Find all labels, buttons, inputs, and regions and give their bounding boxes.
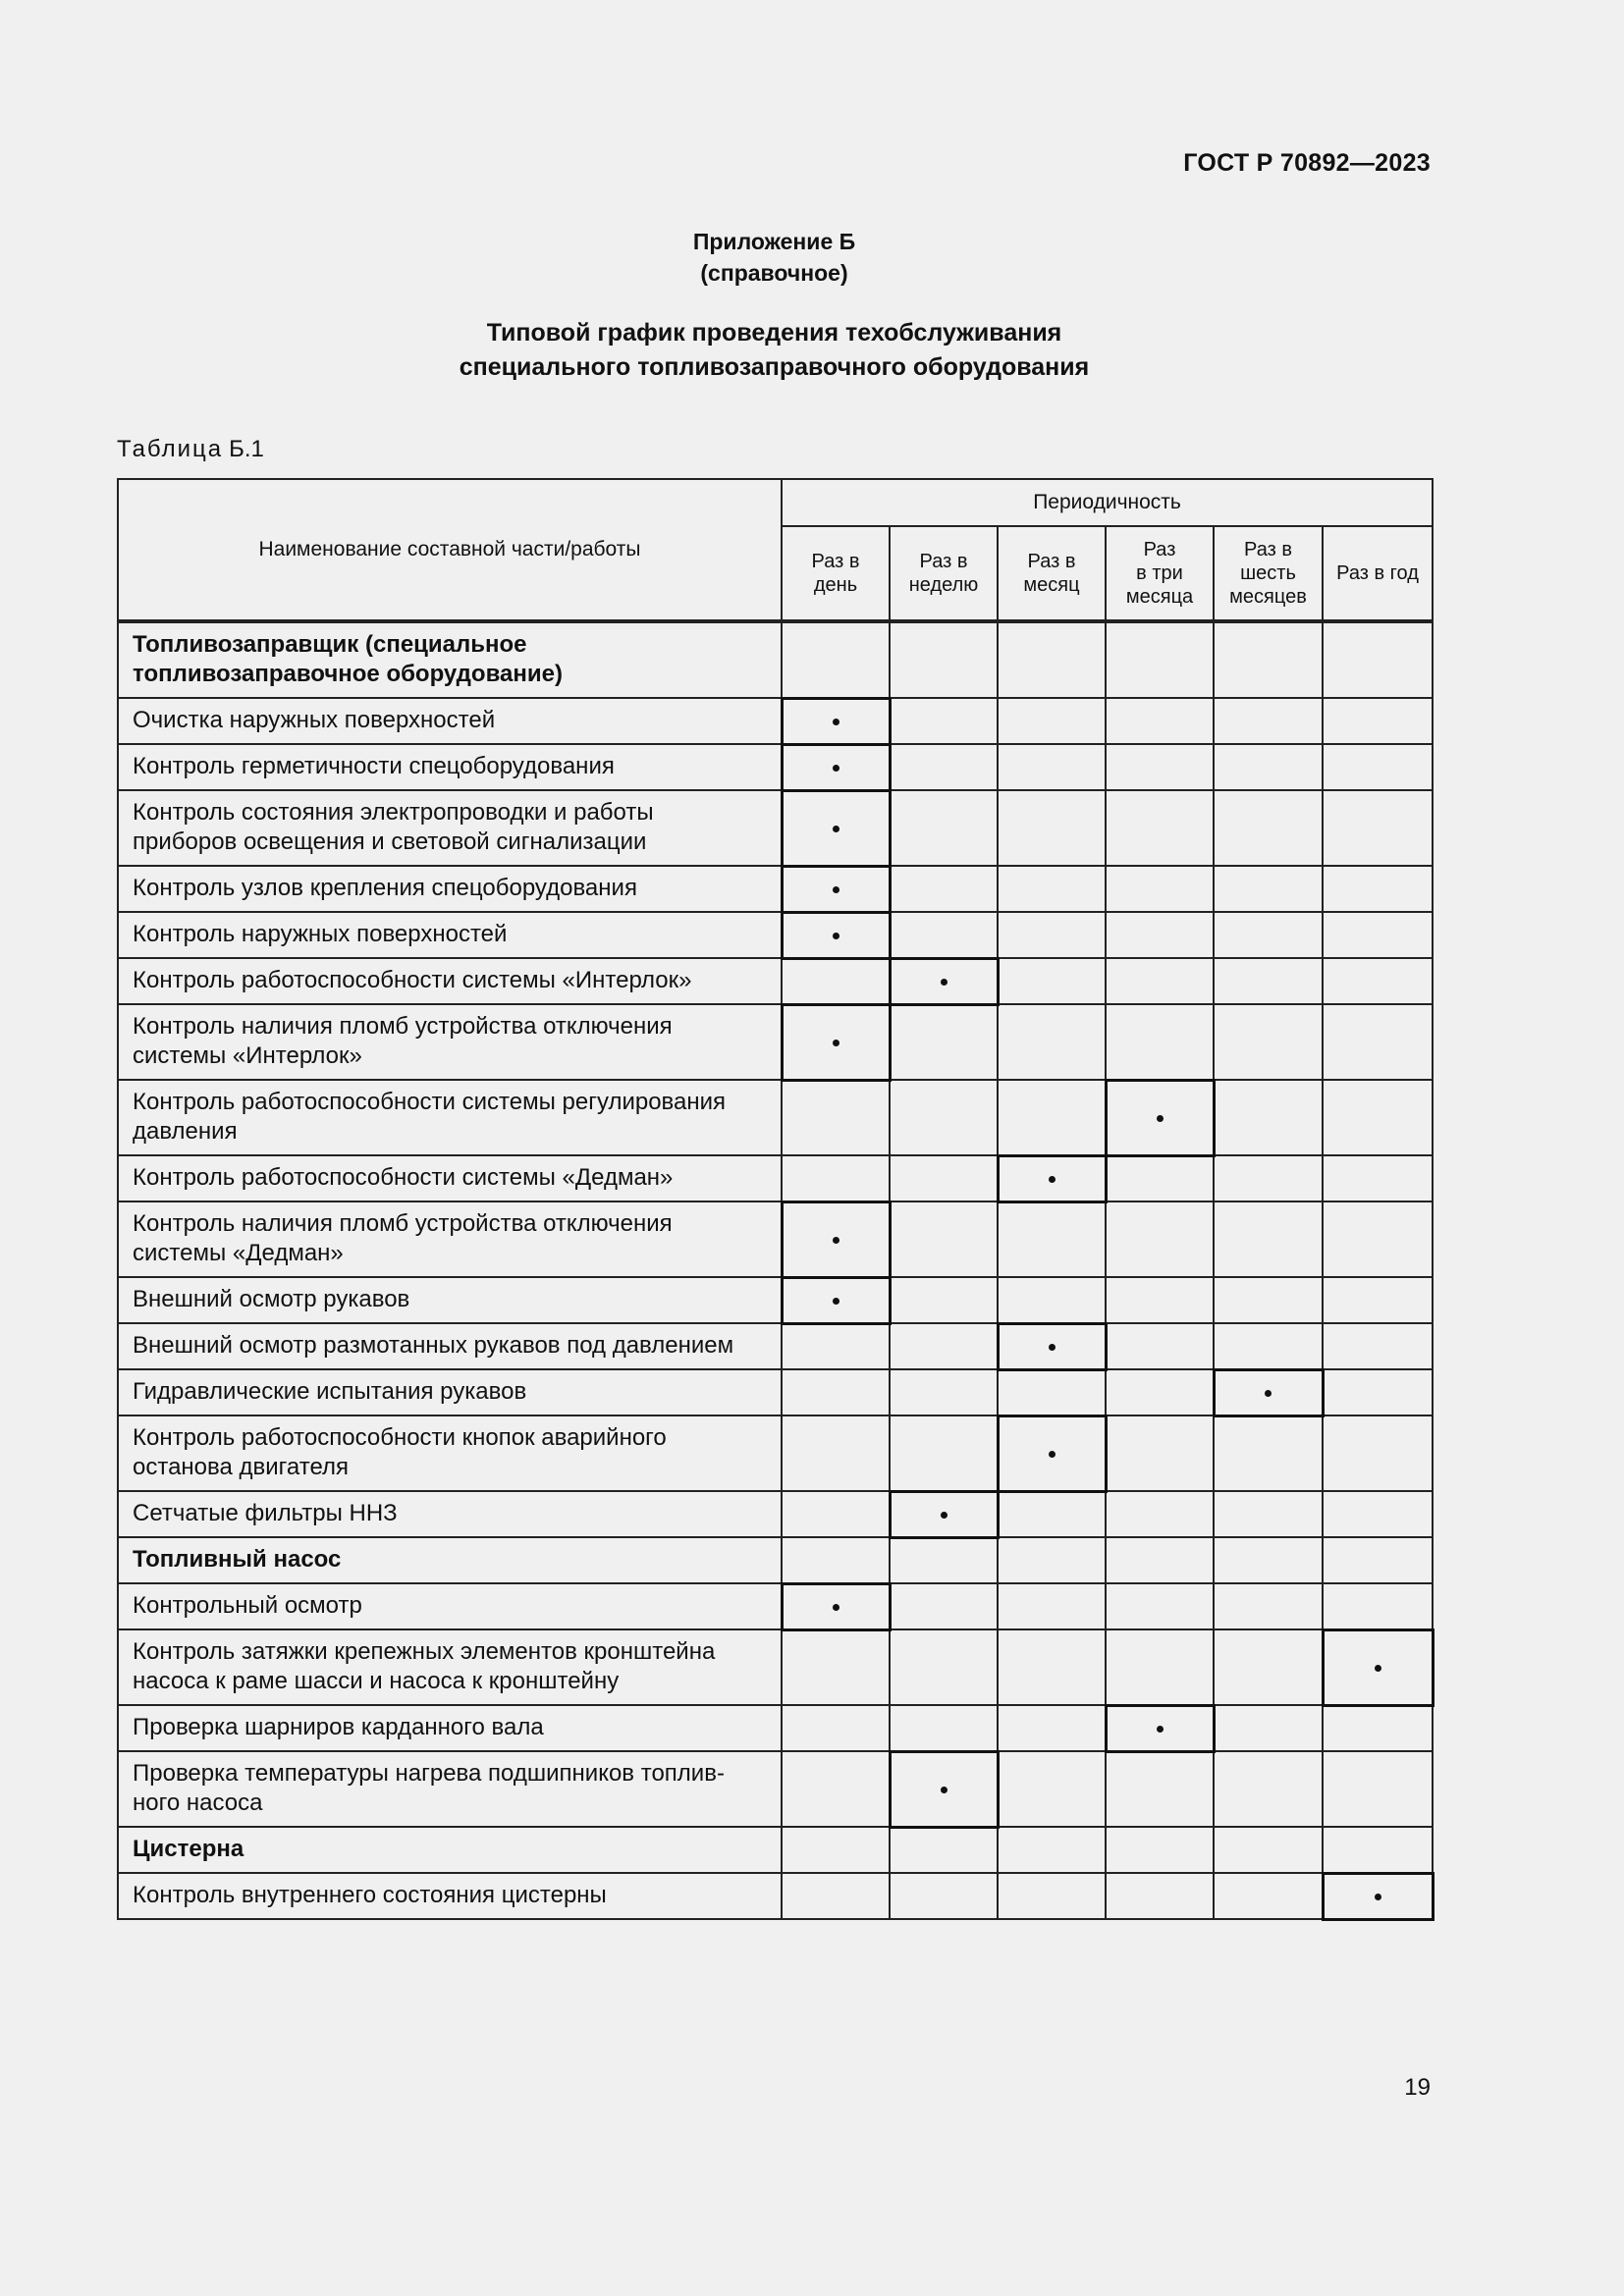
period-cell — [998, 1080, 1106, 1155]
work-item — [118, 1583, 782, 1629]
period-mark-dot — [833, 765, 839, 772]
period-cell — [1214, 1583, 1323, 1629]
period-cell — [1106, 744, 1214, 790]
period-cell — [998, 1705, 1106, 1751]
work-item-line: Гидравлические испытания рукавов — [133, 1378, 527, 1405]
standard-code: ГОСТ Р 70892—2023 — [1183, 149, 1431, 177]
table-section-row — [118, 1537, 1433, 1583]
period-cell — [890, 1415, 998, 1491]
period-cell — [1106, 1323, 1214, 1369]
period-cell — [998, 1201, 1106, 1277]
period-cell — [1214, 1201, 1323, 1277]
period-cell — [1323, 912, 1433, 958]
period-cell — [1106, 1004, 1214, 1080]
table-caption-number: Б.1 — [229, 436, 264, 462]
period-cell — [782, 1369, 890, 1415]
table-section-row — [118, 622, 1433, 698]
period-cell — [1323, 1491, 1433, 1537]
table-row — [118, 1155, 1433, 1201]
document-title-line-2: специального топливозаправочного оборудования — [459, 353, 1090, 381]
work-item-line: Контроль затяжки крепежных элементов кронштейна — [133, 1638, 716, 1665]
work-item-line: Внешний осмотр размотанных рукавов под давлением — [133, 1332, 734, 1359]
period-cell — [1106, 1873, 1214, 1919]
period-cell — [998, 1155, 1106, 1201]
period-cell — [890, 1004, 998, 1080]
period-cell — [1106, 1080, 1214, 1155]
period-cell — [782, 866, 890, 912]
period-cell — [782, 1537, 890, 1583]
work-item-line: системы «Интерлок» — [133, 1042, 362, 1069]
period-cell — [1214, 1491, 1323, 1537]
header-period-line: неделю — [908, 574, 979, 596]
period-cell — [1106, 1201, 1214, 1277]
period-cell — [1323, 1537, 1433, 1583]
period-cell — [890, 1080, 998, 1155]
work-item — [118, 1201, 782, 1277]
work-item-line: Контроль работоспособности системы «Интерлок» — [133, 967, 692, 993]
period-mark-dot — [941, 979, 947, 986]
period-cell — [890, 790, 998, 866]
work-item-line: Топливный насос — [133, 1546, 342, 1573]
period-cell — [998, 1827, 1106, 1873]
period-cell — [998, 1491, 1106, 1537]
period-cell — [1106, 1629, 1214, 1705]
period-cell — [782, 1751, 890, 1827]
period-cell — [998, 1873, 1106, 1919]
period-cell — [1323, 1629, 1433, 1705]
period-cell — [1323, 790, 1433, 866]
header-item-name: Наименование составной части/работы — [118, 479, 782, 620]
period-cell — [998, 1323, 1106, 1369]
period-cell — [890, 1583, 998, 1629]
period-cell — [890, 1323, 998, 1369]
period-cell — [782, 1080, 890, 1155]
table-row — [118, 1629, 1433, 1705]
work-item-line: насоса к раме шасси и насоса к кронштейну — [133, 1668, 620, 1694]
work-item-line: Контроль узлов крепления спецоборудования — [133, 875, 637, 901]
table-row — [118, 1201, 1433, 1277]
period-cell — [1214, 1629, 1323, 1705]
period-cell — [1214, 622, 1323, 698]
header-period-line: шесть — [1240, 562, 1296, 584]
period-cell — [782, 1705, 890, 1751]
period-cell — [782, 1004, 890, 1080]
period-cell — [890, 866, 998, 912]
period-mark-dot — [833, 1604, 839, 1611]
work-item-line: ного насоса — [133, 1789, 263, 1816]
table-row — [118, 1491, 1433, 1537]
period-cell — [1214, 958, 1323, 1004]
section-title — [118, 622, 782, 698]
table-row — [118, 790, 1433, 866]
period-mark-dot — [941, 1787, 947, 1793]
work-item-line: Контроль герметичности спецоборудования — [133, 753, 615, 779]
period-cell — [890, 1629, 998, 1705]
work-item-line: Контроль работоспособности системы «Дедман» — [133, 1164, 674, 1191]
period-cell — [1323, 1751, 1433, 1827]
section-title — [118, 1827, 782, 1873]
period-cell — [1214, 1751, 1323, 1827]
work-item-line: Контроль наружных поверхностей — [133, 921, 508, 947]
header-period-line: Раз — [1143, 539, 1176, 561]
period-cell — [890, 1201, 998, 1277]
period-mark-dot — [833, 826, 839, 832]
table-row — [118, 698, 1433, 744]
header-period-column — [998, 526, 1106, 620]
table-row — [118, 1369, 1433, 1415]
period-cell — [1214, 1415, 1323, 1491]
period-cell — [1214, 1277, 1323, 1323]
work-item — [118, 790, 782, 866]
period-cell — [782, 1629, 890, 1705]
period-cell — [998, 958, 1106, 1004]
period-cell — [1323, 622, 1433, 698]
period-cell — [1214, 1323, 1323, 1369]
period-cell — [1106, 1583, 1214, 1629]
period-cell — [782, 622, 890, 698]
work-item-line: приборов освещения и световой сигнализации — [133, 828, 647, 855]
period-cell — [1106, 622, 1214, 698]
header-period-column — [782, 526, 890, 620]
work-item — [118, 1491, 782, 1537]
period-cell — [782, 1873, 890, 1919]
work-item-line: Контроль наличия пломб устройства отключения — [133, 1210, 673, 1237]
work-item-line: Топливозаправщик (специальное — [133, 631, 527, 658]
work-item-line: Контрольный осмотр — [133, 1592, 362, 1619]
header-periodicity: Периодичность — [782, 479, 1433, 526]
period-cell — [1323, 866, 1433, 912]
period-mark-dot — [833, 1237, 839, 1244]
period-cell — [1323, 1827, 1433, 1873]
period-cell — [782, 790, 890, 866]
header-period-line: месяцев — [1229, 586, 1307, 608]
header-period-column — [1106, 526, 1214, 620]
period-mark-dot — [1375, 1665, 1381, 1672]
period-cell — [782, 1583, 890, 1629]
period-cell — [1323, 744, 1433, 790]
period-cell — [1323, 1415, 1433, 1491]
table-row — [118, 1004, 1433, 1080]
document-title — [0, 316, 1548, 385]
table-caption — [117, 436, 264, 463]
period-cell — [782, 1415, 890, 1491]
period-cell — [1106, 1369, 1214, 1415]
work-item — [118, 866, 782, 912]
period-cell — [1106, 1155, 1214, 1201]
period-cell — [1214, 866, 1323, 912]
work-item-line: Проверка шарниров карданного вала — [133, 1714, 544, 1740]
period-cell — [890, 958, 998, 1004]
period-mark-dot — [941, 1512, 947, 1519]
period-cell — [1214, 1155, 1323, 1201]
header-period-line: месяца — [1125, 586, 1194, 608]
work-item — [118, 1369, 782, 1415]
header-period-column — [1214, 526, 1323, 620]
period-cell — [1106, 1277, 1214, 1323]
period-cell — [782, 698, 890, 744]
work-item — [118, 1415, 782, 1491]
work-item-line: Контроль работоспособности кнопок аварийного — [133, 1424, 667, 1451]
period-cell — [1323, 1201, 1433, 1277]
period-cell — [998, 1277, 1106, 1323]
annex-title: Приложение Б — [692, 229, 856, 254]
work-item — [118, 958, 782, 1004]
period-cell — [998, 744, 1106, 790]
period-cell — [1106, 1415, 1214, 1491]
period-cell — [782, 1201, 890, 1277]
work-item-line: Очистка наружных поверхностей — [133, 707, 496, 733]
period-cell — [1323, 1004, 1433, 1080]
table-section-row — [118, 1827, 1433, 1873]
work-item — [118, 1629, 782, 1705]
period-mark-dot — [833, 886, 839, 893]
period-cell — [1214, 1537, 1323, 1583]
table-row — [118, 1705, 1433, 1751]
period-cell — [1106, 958, 1214, 1004]
table-row — [118, 912, 1433, 958]
work-item-line: Цистерна — [133, 1836, 244, 1862]
work-item — [118, 1004, 782, 1080]
period-cell — [1323, 1705, 1433, 1751]
period-cell — [1323, 698, 1433, 744]
period-cell — [1323, 1277, 1433, 1323]
table-row — [118, 744, 1433, 790]
work-item-line: Контроль наличия пломб устройства отключения — [133, 1013, 673, 1040]
header-period-line: Раз в — [1244, 539, 1292, 561]
period-cell — [782, 1491, 890, 1537]
work-item — [118, 1277, 782, 1323]
period-cell — [1106, 866, 1214, 912]
work-item-line: топливозаправочное оборудование) — [133, 661, 563, 687]
period-cell — [890, 1827, 998, 1873]
period-cell — [890, 1155, 998, 1201]
period-cell — [998, 790, 1106, 866]
period-cell — [1214, 790, 1323, 866]
period-cell — [1214, 1873, 1323, 1919]
period-cell — [1323, 1323, 1433, 1369]
period-cell — [782, 744, 890, 790]
table-row — [118, 1873, 1433, 1919]
period-cell — [1106, 698, 1214, 744]
period-cell — [890, 912, 998, 958]
period-cell — [1323, 1080, 1433, 1155]
table-caption-word: Таблица — [117, 436, 224, 462]
work-item-line: Проверка температуры нагрева подшипников топлив- — [133, 1760, 725, 1787]
header-period-column — [890, 526, 998, 620]
period-cell — [1323, 1583, 1433, 1629]
period-cell — [1214, 912, 1323, 958]
period-cell — [1323, 1369, 1433, 1415]
work-item — [118, 1155, 782, 1201]
table-row — [118, 1415, 1433, 1491]
header-period-line: Раз в год — [1336, 562, 1419, 584]
work-item — [118, 698, 782, 744]
period-cell — [1214, 1827, 1323, 1873]
period-cell — [1106, 1705, 1214, 1751]
section-title — [118, 1537, 782, 1583]
period-mark-dot — [1265, 1390, 1272, 1397]
period-mark-dot — [833, 1298, 839, 1305]
work-item — [118, 1873, 782, 1919]
period-cell — [998, 1629, 1106, 1705]
period-cell — [1214, 698, 1323, 744]
table-row — [118, 1080, 1433, 1155]
period-cell — [1214, 1705, 1323, 1751]
work-item — [118, 744, 782, 790]
work-item — [118, 1751, 782, 1827]
period-cell — [890, 1705, 998, 1751]
header-period-column — [1323, 526, 1433, 620]
period-cell — [998, 912, 1106, 958]
period-cell — [782, 958, 890, 1004]
period-mark-dot — [1049, 1176, 1056, 1183]
period-cell — [998, 1537, 1106, 1583]
period-cell — [890, 698, 998, 744]
period-cell — [782, 1323, 890, 1369]
period-mark-dot — [833, 933, 839, 939]
period-cell — [1106, 912, 1214, 958]
period-cell — [890, 1369, 998, 1415]
annex-heading — [0, 226, 1548, 289]
table-row — [118, 958, 1433, 1004]
header-period-line: месяц — [1023, 574, 1080, 596]
period-cell — [890, 1277, 998, 1323]
period-mark-dot — [1049, 1344, 1056, 1351]
document-title-line-1: Типовой график проведения техобслуживания — [486, 319, 1062, 347]
period-cell — [890, 1751, 998, 1827]
period-cell — [1214, 1369, 1323, 1415]
header-period-line: день — [813, 574, 858, 596]
period-cell — [1106, 1827, 1214, 1873]
header-period-line: Раз в — [1027, 551, 1076, 572]
period-cell — [998, 1751, 1106, 1827]
page-number: 19 — [1404, 2074, 1431, 2101]
work-item-line: системы «Дедман» — [133, 1240, 344, 1266]
work-item — [118, 912, 782, 958]
header-period-line: Раз в — [919, 551, 968, 572]
period-cell — [782, 912, 890, 958]
work-item-line: Внешний осмотр рукавов — [133, 1286, 410, 1312]
work-item-line: Контроль внутреннего состояния цистерны — [133, 1882, 607, 1908]
period-cell — [1106, 1491, 1214, 1537]
period-cell — [998, 622, 1106, 698]
period-cell — [998, 866, 1106, 912]
period-cell — [890, 1537, 998, 1583]
period-mark-dot — [1157, 1115, 1164, 1122]
work-item — [118, 1323, 782, 1369]
work-item-line: давления — [133, 1118, 238, 1145]
period-cell — [890, 622, 998, 698]
period-mark-dot — [1375, 1894, 1381, 1900]
table-row — [118, 866, 1433, 912]
work-item-line: Сетчатые фильтры ННЗ — [133, 1500, 398, 1526]
period-cell — [1106, 790, 1214, 866]
period-cell — [1106, 1537, 1214, 1583]
period-cell — [998, 1004, 1106, 1080]
period-cell — [782, 1827, 890, 1873]
period-cell — [782, 1277, 890, 1323]
period-cell — [890, 1873, 998, 1919]
work-item-line: Контроль работоспособности системы регулирования — [133, 1089, 727, 1115]
header-period-line: Раз в — [811, 551, 860, 572]
period-cell — [998, 1583, 1106, 1629]
period-cell — [782, 1155, 890, 1201]
period-mark-dot — [833, 1040, 839, 1046]
header-period-line: в три — [1136, 562, 1183, 584]
annex-type: (справочное) — [700, 260, 848, 286]
work-item-line: Контроль состояния электропроводки и работы — [133, 799, 654, 826]
maintenance-schedule-table — [117, 478, 1435, 1921]
table-row — [118, 1751, 1433, 1827]
work-item — [118, 1705, 782, 1751]
period-cell — [998, 1369, 1106, 1415]
period-cell — [1323, 1873, 1433, 1919]
period-cell — [1106, 1751, 1214, 1827]
period-cell — [998, 698, 1106, 744]
period-cell — [890, 1491, 998, 1537]
period-cell — [1214, 1080, 1323, 1155]
table-row — [118, 1277, 1433, 1323]
period-mark-dot — [1049, 1451, 1056, 1458]
period-mark-dot — [1157, 1726, 1164, 1733]
table-row — [118, 1583, 1433, 1629]
period-cell — [1214, 1004, 1323, 1080]
period-cell — [890, 744, 998, 790]
table-row — [118, 1323, 1433, 1369]
period-cell — [998, 1415, 1106, 1491]
period-cell — [1323, 1155, 1433, 1201]
work-item-line: останова двигателя — [133, 1454, 349, 1480]
period-cell — [1323, 958, 1433, 1004]
work-item — [118, 1080, 782, 1155]
period-cell — [1214, 744, 1323, 790]
period-mark-dot — [833, 719, 839, 725]
